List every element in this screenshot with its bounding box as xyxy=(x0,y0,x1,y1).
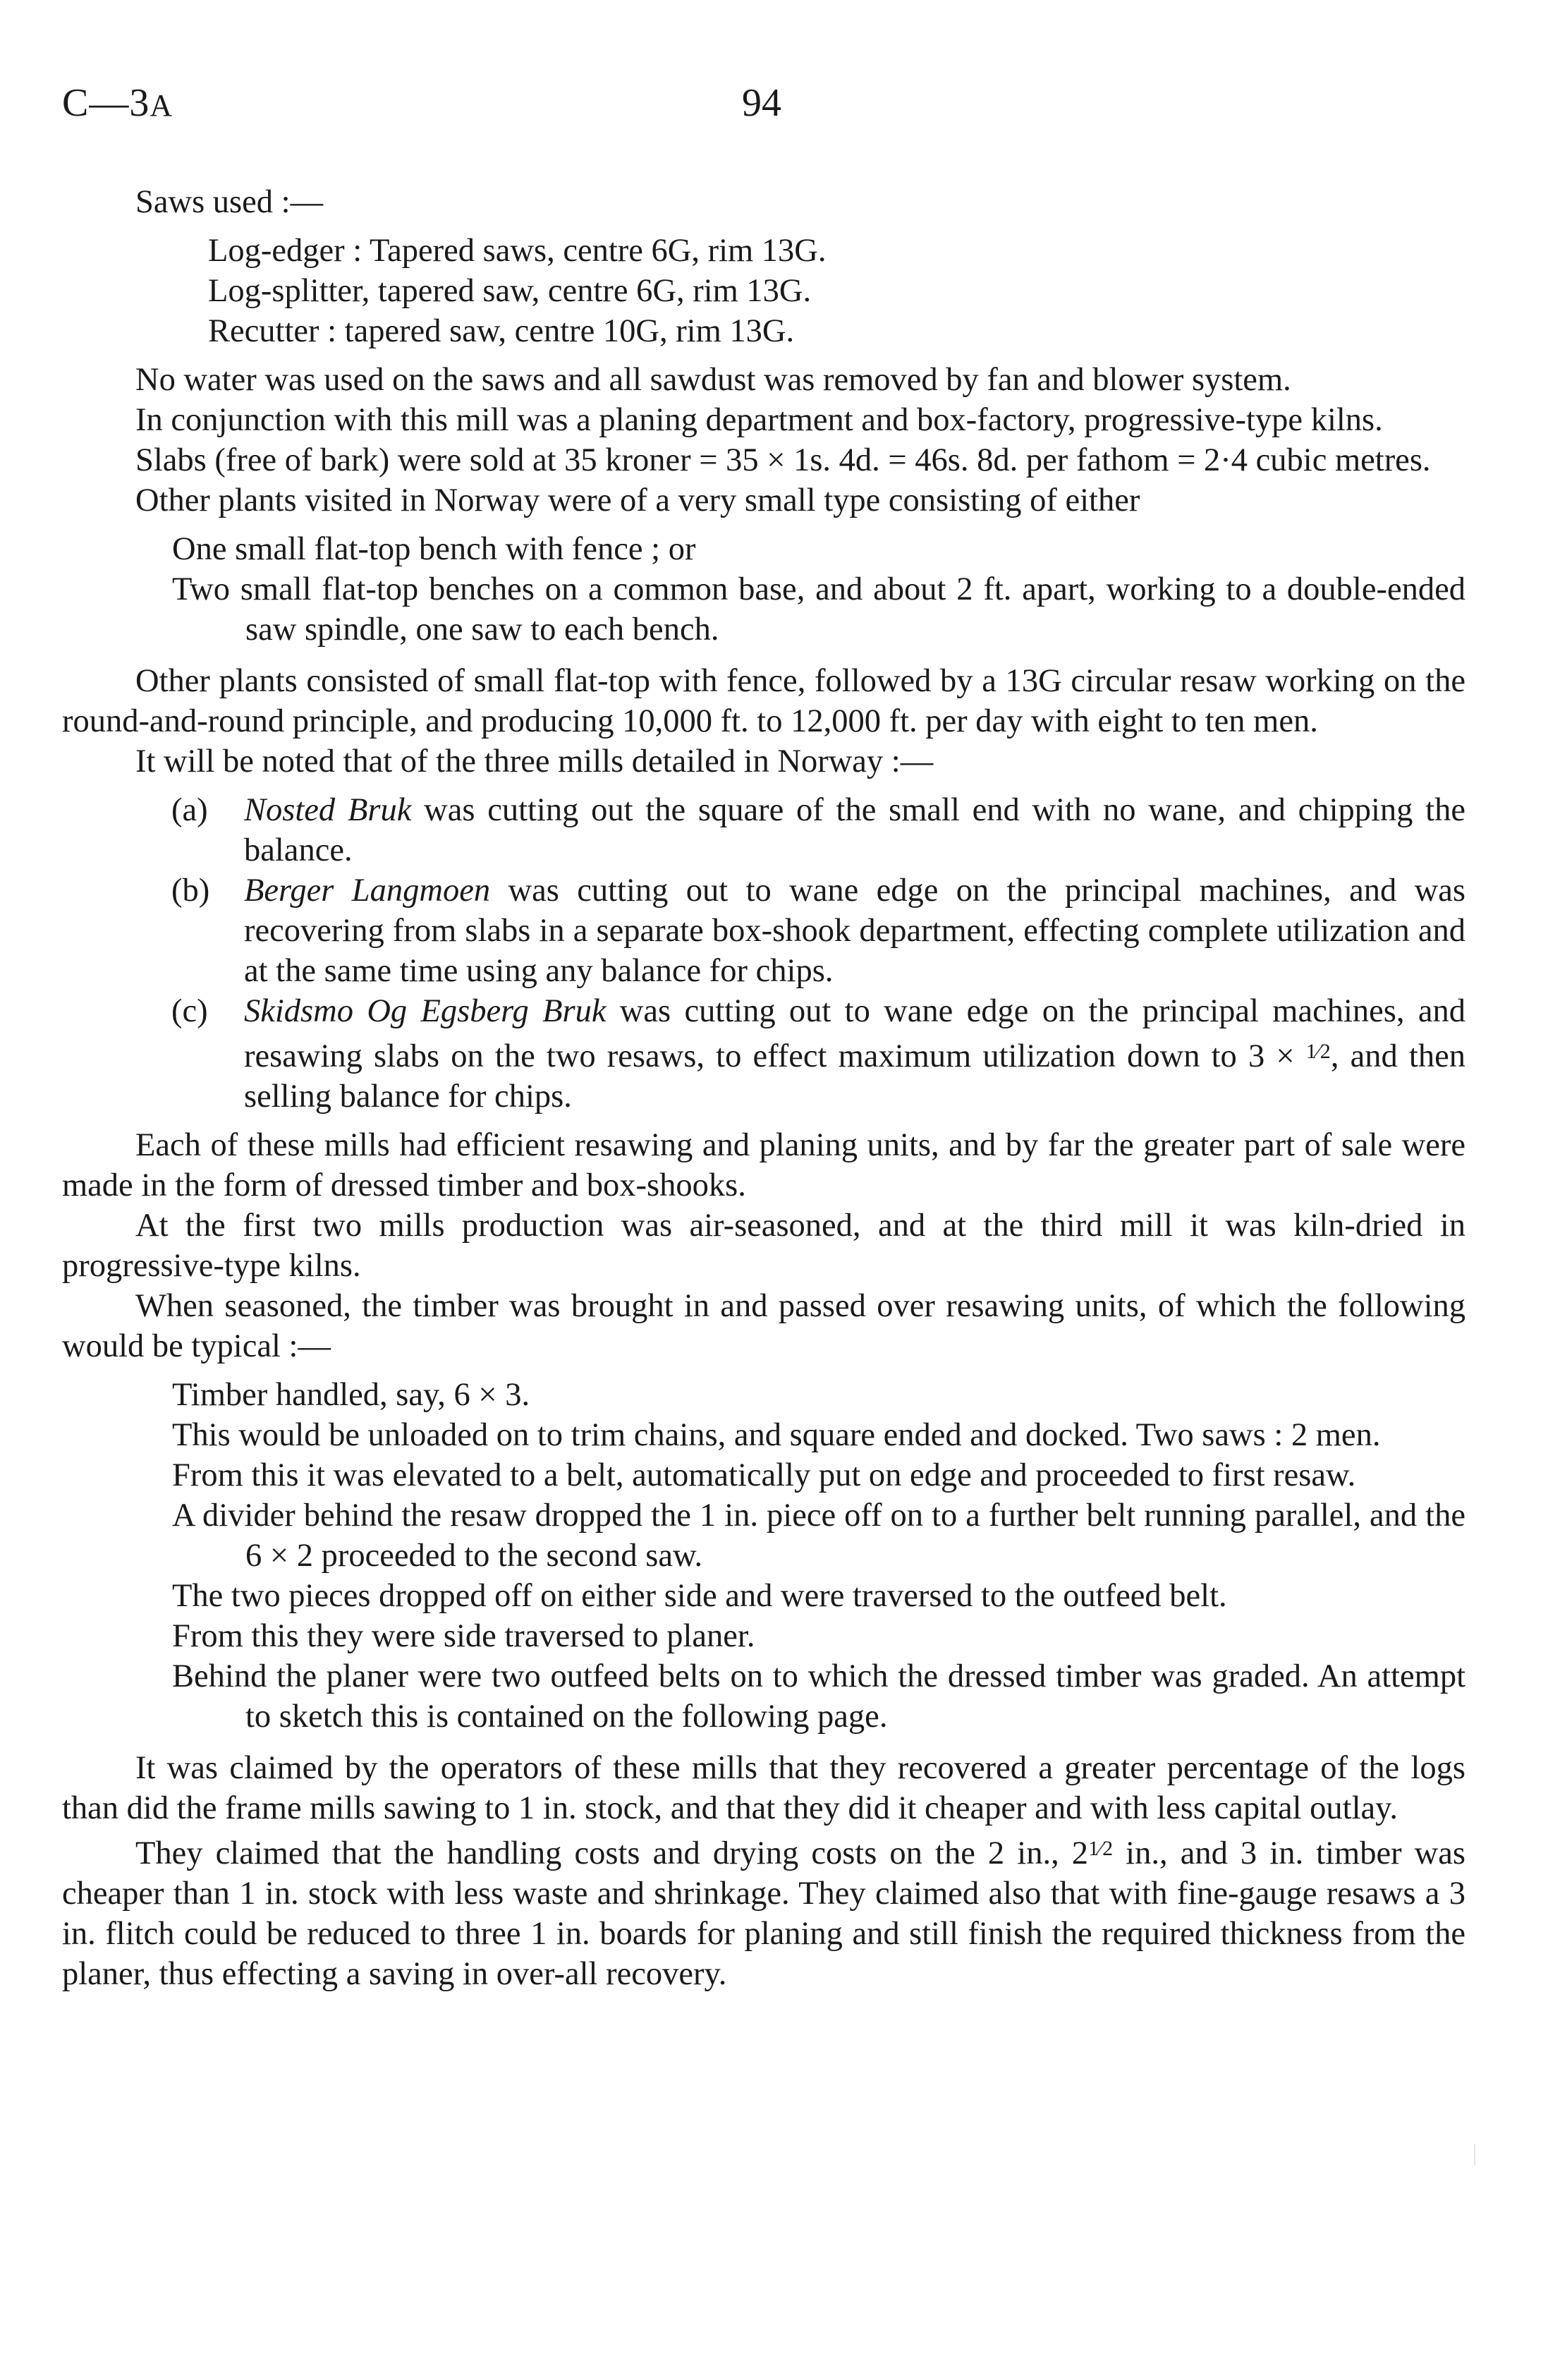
mill-description: was cutting out the square of the small end with no wane, and chipping the balance. xyxy=(244,792,1465,868)
paragraph-slabs: Slabs (free of bark) were sold at 35 kroner = 35 × 1s. 4d. = 46s. 8d. per fathom = 2·4 cubic metres. xyxy=(135,442,1431,478)
mill-item-c xyxy=(62,991,1465,1117)
other-plant-item: One small flat-top bench with fence ; or xyxy=(172,531,696,567)
process-step: Timber handled, say, 6 × 3. xyxy=(172,1377,530,1413)
process-step: The two pieces dropped off on either side and were traversed to the outfeed belt. xyxy=(172,1578,1227,1614)
paragraph-planing: In conjunction with this mill was a planing department and box-factory, progressive-type kilns. xyxy=(135,402,1383,438)
page-number: 94 xyxy=(742,81,781,125)
mill-item-a xyxy=(62,790,1465,870)
saw-item-recutter: Recutter : tapered saw, centre 10G, rim 13G. xyxy=(208,313,795,349)
paragraph-other-intro: Other plants visited in Norway were of a very small type consisting of either xyxy=(135,482,1140,518)
fraction: 1⁄2 xyxy=(1088,1837,1114,1860)
mill-description: was cutting out to wane edge on the principal machines, and resawing slabs on the two resaws, to effect maximum utilization down to 3 × xyxy=(244,993,1465,1074)
mill-name: Berger Langmoen xyxy=(244,873,491,909)
mill-item-label: (c) xyxy=(171,993,208,1029)
scan-artifact xyxy=(1474,2144,1475,2166)
mill-name: Nosted Bruk xyxy=(244,792,412,828)
other-plant-item: Two small flat-top benches on a common base, and about 2 ft. apart, working to a double-ended saw spindle, one saw to each bench. xyxy=(172,571,1465,648)
document-code xyxy=(62,83,173,123)
paragraph-when: When seasoned, the timber was brought in and passed over resawing units, of which the following would be typical :— xyxy=(62,1288,1465,1364)
process-step: This would be unloaded on to trim chains, and square ended and docked. Two saws : 2 men. xyxy=(172,1417,1381,1453)
document-code-suffix: A xyxy=(150,88,173,123)
document-code-main: C—3 xyxy=(62,81,150,125)
mill-name: Skidsmo Og Egsberg Bruk xyxy=(244,993,607,1029)
mill-description: was cutting out to wane edge on the principal machines, and was recovering from slabs in a separate box-shook department, effecting complete utilization and at the same time using any balance for chips. xyxy=(244,873,1465,989)
fraction: 1⁄2 xyxy=(1305,1040,1331,1063)
paragraph-costs xyxy=(62,1828,1465,1994)
mill-description-end: , and then selling balance for chips. xyxy=(244,1038,1465,1115)
paragraph-water: No water was used on the saws and all sawdust was removed by fan and blower system. xyxy=(135,362,1291,398)
paragraph-seasoned: At the first two mills production was air-seasoned, and at the third mill it was kiln-dried in progressive-type kilns. xyxy=(62,1208,1465,1284)
process-step: From this it was elevated to a belt, automatically put on edge and proceeded to first resaw. xyxy=(172,1457,1356,1493)
saw-item-log-edger: Log-edger : Tapered saws, centre 6G, rim 13G. xyxy=(208,233,827,269)
paragraph-costs-start: They claimed that the handling costs and drying costs on the 2 in., 2 xyxy=(135,1835,1089,1871)
paragraph-costs-end: in., and 3 in. timber was cheaper than 1 in. stock with less waste and shrinkage. They claimed also that with fine-gauge resaws a 3 in. flitch could be reduced to three 1 in. boards for planing and still finish the required thickness from the planer, thus effecting a saving in over-all recovery. xyxy=(62,1835,1465,1992)
process-step: A divider behind the resaw dropped the 1 in. piece off on to a further belt running parallel, and the 6 × 2 proceeded to the second saw. xyxy=(172,1498,1465,1574)
process-step: From this they were side traversed to planer. xyxy=(172,1618,755,1654)
saws-intro: Saws used :— xyxy=(135,184,324,220)
mill-item-label: (b) xyxy=(171,873,210,909)
mill-item-b xyxy=(62,870,1465,991)
saw-item-log-splitter: Log-splitter, tapered saw, centre 6G, rim 13G. xyxy=(208,273,812,309)
process-step: Behind the planer were two outfeed belts on to which the dressed timber was graded. An attempt to sketch this is contained on the following page. xyxy=(172,1658,1465,1735)
mill-item-label: (a) xyxy=(171,792,208,828)
paragraph-claimed: It was claimed by the operators of these mills that they recovered a greater percentage of the logs than did the frame mills sawing to 1 in. stock, and that they did it cheaper and with less capital outlay. xyxy=(62,1750,1465,1826)
paragraph-resaw: Other plants consisted of small flat-top with fence, followed by a 13G circular resaw working on the round-and-round principle, and producing 10,000 ft. to 12,000 ft. per day with eight to ten men. xyxy=(62,663,1465,739)
body-text xyxy=(62,182,1465,1994)
paragraph-efficient: Each of these mills had efficient resawing and planing units, and by far the greater part of sale were made in the form of dressed timber and box-shooks. xyxy=(62,1127,1465,1203)
paragraph-noted: It will be noted that of the three mills detailed in Norway :— xyxy=(135,743,934,779)
